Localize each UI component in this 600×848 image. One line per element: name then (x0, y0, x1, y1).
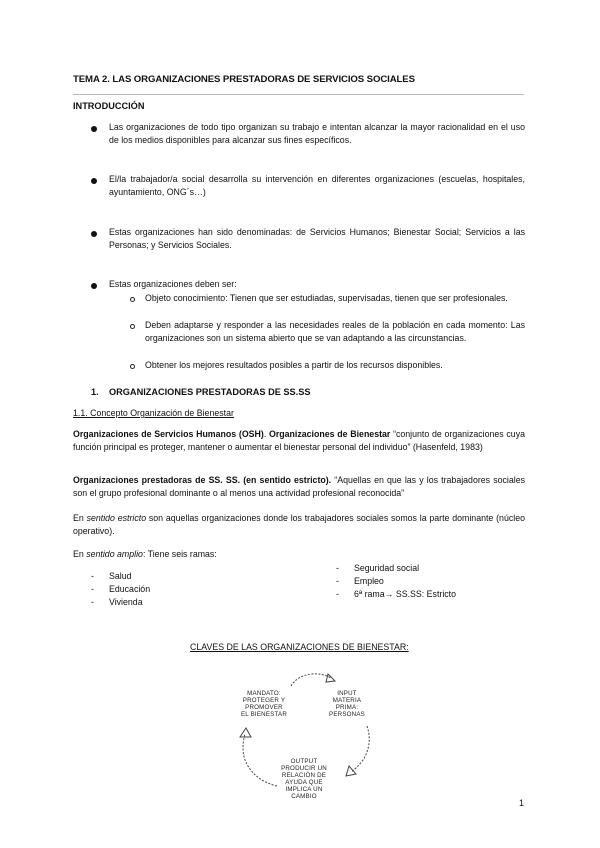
rama-item: Vivienda (109, 597, 143, 607)
rama-item: Empleo (354, 576, 384, 586)
intro-bullet-2: El/la trabajador/a social desarrolla su intervención en diferentes organizaciones (escuelas, hospitales, ayuntamiento, ONG´s…) (109, 174, 525, 198)
rama-item: Educación (109, 584, 151, 594)
bienestar-term: Organizaciones de Bienestar (269, 429, 391, 439)
bullet-dot (91, 283, 97, 289)
input-node: INPUT MATERIA PRIMA: PERSONAS (329, 690, 365, 718)
intro-sub-bullet-2: Deben adaptarse y responder a las necesidades reales de la población en cada momento: Las organizaciones son un sistema abierto que se van adaptando a las circunstancias. (145, 320, 525, 344)
document-title: TEMA 2. LAS ORGANIZACIONES PRESTADORAS DE SERVICIOS SOCIALES (73, 74, 415, 85)
intro-bullet-4: Estas organizaciones deben ser: (109, 279, 237, 289)
paragraph-osh: Organizaciones de Servicios Humanos (OSH). Organizaciones de Bienestar “conjunto de organizaciones cuya función principal es proteger, mantener o aumentar el bienestar personal del individuo” (Hasenfeld, 1983) (73, 429, 525, 453)
paragraph-prestadoras (73, 474, 525, 500)
bullet-dot (91, 231, 97, 237)
section-heading: ORGANIZACIONES PRESTADORAS DE SS.SS (109, 387, 311, 397)
sub-bullet-circle (130, 324, 135, 329)
osh-term: Organizaciones de Servicios Humanos (OSH) (73, 429, 264, 439)
arrow-mandato-to-input (291, 674, 331, 686)
arrow-input-to-output (351, 726, 369, 772)
intro-sub-bullet-3: Obtener los mejores resultados posibles a partir de los recursos disponibles. (145, 360, 443, 370)
prestadoras-definition: “Aquellas en que las y los trabajadores sociales son el grupo profesional dominante o al menos una actividad profesional reconocida” (73, 475, 525, 499)
paragraph-sentido-amplio: En sentido amplio: Tiene seis ramas: (73, 549, 217, 559)
arrow-input-to-output-head (346, 766, 356, 776)
page-number: 1 (519, 798, 525, 808)
prestadoras-term: Organizaciones prestadoras de SS. SS. (en sentido estricto). (73, 475, 332, 485)
intro-bullet-3: Estas organizaciones han sido denominadas: de Servicios Humanos; Bienestar Social; Servicios a las Personas; y Servicios Sociales. (109, 227, 525, 251)
intro-bullet-1: Las organizaciones de todo tipo organizan su trabajo e intentan alcanzar la mayor racionalidad en el uso de los medios disponibles para alcanzar sus fines específicos. (109, 122, 525, 146)
arrow-mandato-to-input-head (326, 674, 335, 682)
arrow-output-to-mandato-head (240, 728, 251, 737)
section-number: 1. (91, 387, 99, 397)
osh-definition: “conjunto de organizaciones cuya función principal es proteger, mantener o aumentar el bienestar personal del individuo” (Hasenfeld, 1983) (73, 429, 525, 453)
document-page: TEMA 2. LAS ORGANIZACIONES PRESTADORAS DE SERVICIOS SOCIALES INTRODUCCIÓN Las organizaciones de todo tipo organizan su trabajo e intentan alcanzar la mayor racionalidad en el uso de los medios disponibles para alcanzar sus fines específicos. El/la trabajador/a social desarrolla su intervención en diferentes organizaciones (escuelas, hospitales, ayuntamiento, ONG´s…) Estas organizaciones han sido denominadas: de Servicios Humanos; Bienestar Social; Servicios a las Personas; y Servicios Sociales. Estas organizaciones deben ser: Objeto conocimiento: Tienen que ser estudiadas, supervisadas, tienen que ser profesionales. Deben adaptarse y responder a las necesidades reales de la población en cada momento: Las organizaciones son un sistema abierto que se van adaptando a las circunstancias. Obtener los mejores resultados posibles a partir de los recursos disponibles. 1. ORGANIZACIONES PRESTADORAS DE SS.SS 1.1. Concepto Organización de Bienestar Organizaciones de Servicios Humanos (OSH). Organizaciones de Bienestar “conjunto de organizaciones cuya función principal es proteger, mantener o aumentar el bienestar personal del individuo” (Hasenfeld, 1983) Organizaciones prestadoras de SS. SS. (en sentido estricto). “Aquellas en que las y los trabajadores sociales son el grupo profesional dominante o al menos una actividad profesional reconocida” En sentido estricto son aquellas organizaciones donde los trabajadores sociales somos la parte dominante (núcleo operativo). En sentido amplio: Tiene seis ramas: - Salud - Educación - Vivienda - Seguridad social - Empleo - 6ª rama→ SS.SS: Estricto CLAVES DE LAS ORGANIZACIONES DE BIENESTAR: MANDATO: PROTEGER Y PROMOVER EL BIENESTAR INPUT MATERIA PRIMA: PERSONAS OUTPUT PRODUCIR UN RELACIÓN DE AYUDA QUE IMPLICA UN CAMBIO 1 (0, 0, 600, 848)
mandato-node: MANDATO: PROTEGER Y PROMOVER EL BIENESTAR (240, 690, 288, 718)
rama-item: Seguridad social (354, 563, 420, 573)
rama-item: 6ª rama→ SS.SS: Estricto (354, 589, 457, 599)
subsection-heading: 1.1. Concepto Organización de Bienestar (73, 408, 234, 418)
title-divider (73, 94, 524, 95)
sub-bullet-circle (130, 364, 135, 369)
bullet-dot (91, 126, 97, 132)
sub-bullet-circle (130, 297, 135, 302)
output-node: OUTPUT PRODUCIR UN RELACIÓN DE AYUDA QUE IMPLICA UN CAMBIO (281, 758, 327, 800)
rama-item: Salud (109, 571, 132, 581)
diagram-title: CLAVES DE LAS ORGANIZACIONES DE BIENESTAR: (190, 642, 409, 652)
intro-heading: INTRODUCCIÓN (73, 101, 145, 111)
bullet-dot (91, 178, 97, 184)
paragraph-sentido-estricto: En sentido estricto son aquellas organizaciones donde los trabajadores sociales somos la parte dominante (núcleo operativo). (73, 513, 525, 537)
intro-sub-bullet-1: Objeto conocimiento: Tienen que ser estudiadas, supervisadas, tienen que ser profesionales. (145, 293, 508, 303)
